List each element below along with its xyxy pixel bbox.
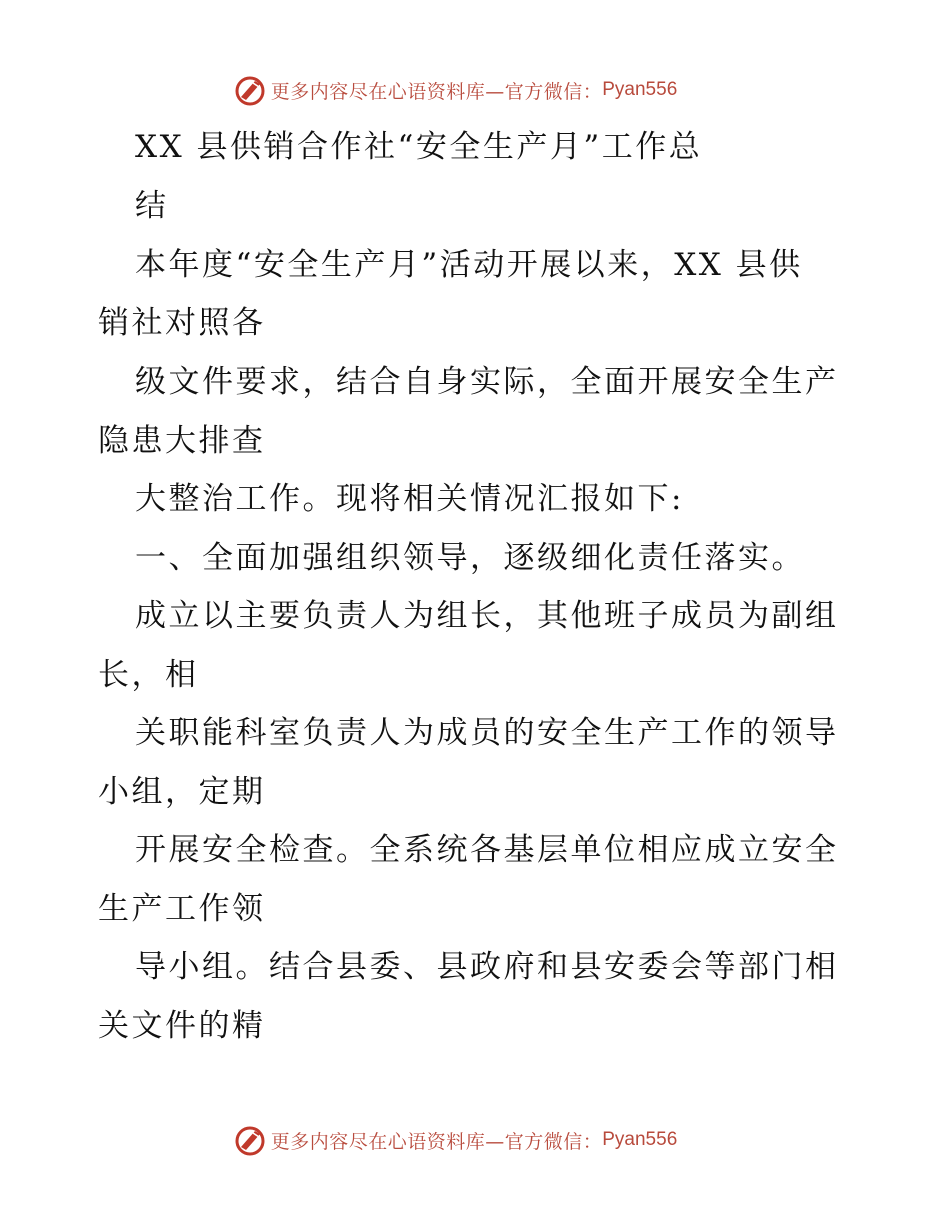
document-title-line-1: XX 县供销合作社“安全生产月”工作总	[135, 129, 703, 165]
header-watermark	[0, 70, 950, 110]
paragraph-line: 本年度“安全生产月”活动开展以来，XX 县供	[135, 247, 803, 283]
paragraph-line: 关文件的精	[98, 1008, 266, 1044]
paragraph-line: 导小组。结合县委、县政府和县安委会等部门相	[135, 949, 839, 985]
paragraph-line: 销社对照各	[98, 305, 266, 341]
paragraph-line: 开展安全检查。全系统各基层单位相应成立安全	[135, 832, 839, 868]
paragraph-line: 隐患大排查	[98, 423, 266, 459]
paragraph-line: 成立以主要负责人为组长，其他班子成员为副组	[135, 598, 839, 634]
section-heading: 一、全面加强组织领导，逐级细化责任落实。	[135, 540, 805, 576]
watermark-wechat-id: Pyan556	[602, 1129, 678, 1150]
document-title-line-2: 结	[135, 188, 169, 224]
paragraph-line: 关职能科室负责人为成员的安全生产工作的领导	[135, 715, 839, 751]
paragraph-line: 长，相	[98, 657, 199, 693]
watermark-wechat-id: Pyan556	[602, 79, 678, 100]
watermark-text: 更多内容尽在心语资料库—官方微信：	[270, 80, 603, 103]
pen-seal-icon	[233, 73, 267, 107]
watermark-text: 更多内容尽在心语资料库—官方微信：	[270, 1130, 603, 1153]
footer-watermark	[0, 1120, 950, 1160]
paragraph-line: 大整治工作。现将相关情况汇报如下:	[135, 481, 684, 517]
paragraph-line: 小组，定期	[98, 774, 266, 810]
pen-seal-icon	[233, 1123, 267, 1157]
paragraph-line: 级文件要求，结合自身实际，全面开展安全生产	[135, 364, 839, 400]
paragraph-line: 生产工作领	[98, 891, 266, 927]
